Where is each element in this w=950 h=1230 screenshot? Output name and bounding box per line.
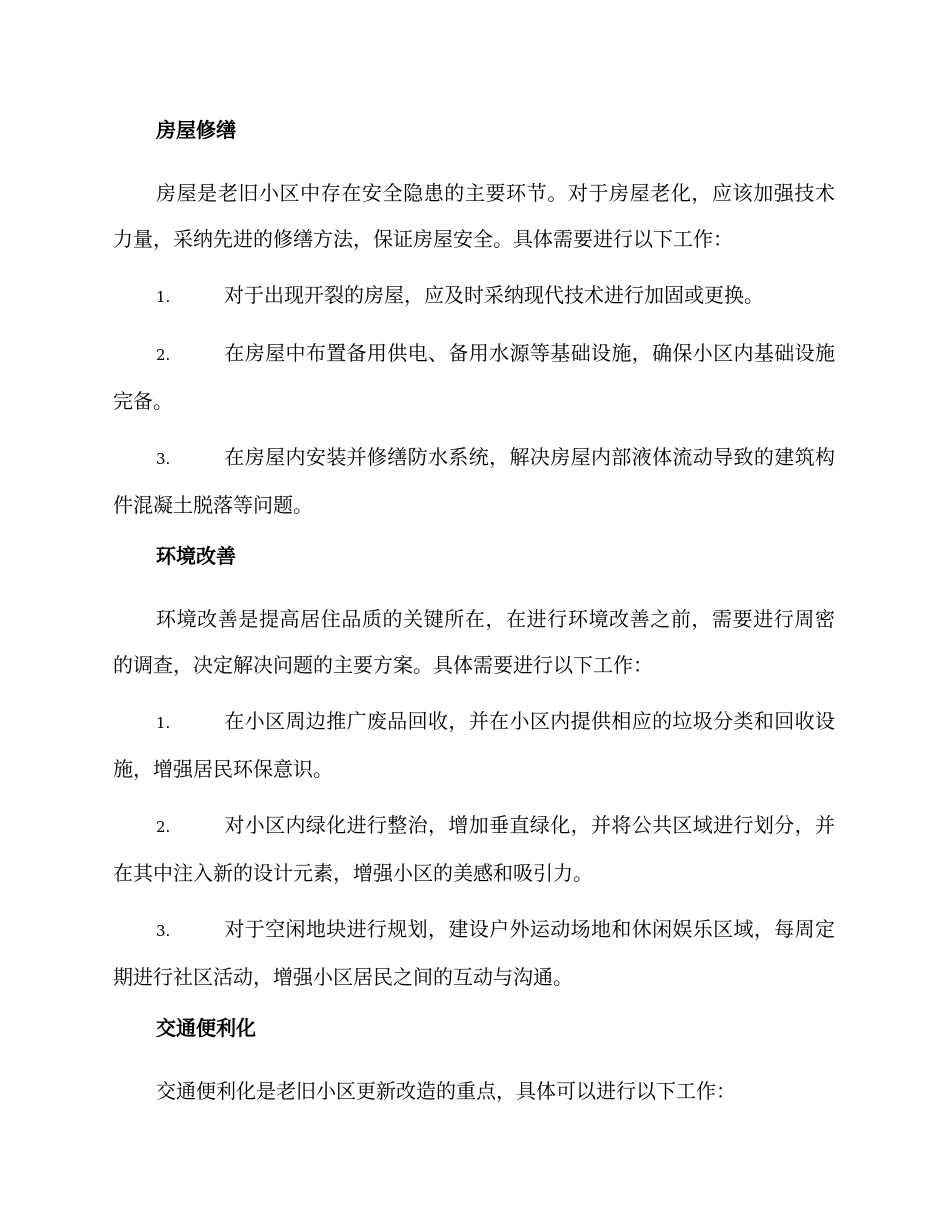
list-item-text: 在房屋中布置备用供电、备用水源等基础设施，确保小区内基础设施完备。 <box>113 341 835 413</box>
list-item <box>113 272 835 320</box>
document-page <box>113 112 835 1124</box>
list-item-number: 1. <box>156 714 171 732</box>
section-intro: 交通便利化是老旧小区更新改造的重点，具体可以进行以下工作： <box>156 1079 736 1103</box>
list-item <box>113 802 835 896</box>
list-item-text: 对于空闲地块进行规划，建设户外运动场地和休闲娱乐区域，每周定期进行社区活动，增强小区居民之间的互动与沟通。 <box>113 917 835 989</box>
list-item-number: 2. <box>156 818 171 836</box>
list-item-text: 对于出现开裂的房屋，应及时采纳现代技术进行加固或更换。 <box>224 283 764 307</box>
list-item-text: 对小区内绿化进行整治，增加垂直绿化，并将公共区域进行划分，并在其中注入新的设计元素，增强小区的美感和吸引力。 <box>113 813 835 885</box>
section-heading: 房屋修缮 <box>156 118 236 142</box>
list-item-text: 在房屋内安装并修缮防水系统，解决房屋内部液体流动导致的建筑构件混凝土脱落等问题。 <box>113 445 835 517</box>
list-item-text: 在小区周边推广废品回收，并在小区内提供相应的垃圾分类和回收设施，增强居民环保意识。 <box>113 709 835 781</box>
list-item-number: 3. <box>156 922 171 940</box>
section-heading: 环境改善 <box>156 544 236 568</box>
section-intro: 房屋是老旧小区中存在安全隐患的主要环节。对于房屋老化，应该加强技术力量，采纳先进的修缮方法，保证房屋安全。具体需要进行以下工作： <box>113 181 835 251</box>
section-intro: 环境改善是提高居住品质的关键所在，在进行环境改善之前，需要进行周密的调查，决定解决问题的主要方案。具体需要进行以下工作： <box>113 607 835 677</box>
list-item-number: 1. <box>156 288 171 306</box>
list-item <box>113 698 835 792</box>
list-item <box>113 330 835 424</box>
list-item <box>113 906 835 1000</box>
list-item <box>113 434 835 528</box>
list-item-number: 2. <box>156 346 171 364</box>
list-item-number: 3. <box>156 450 171 468</box>
section-heading: 交通便利化 <box>156 1016 256 1040</box>
